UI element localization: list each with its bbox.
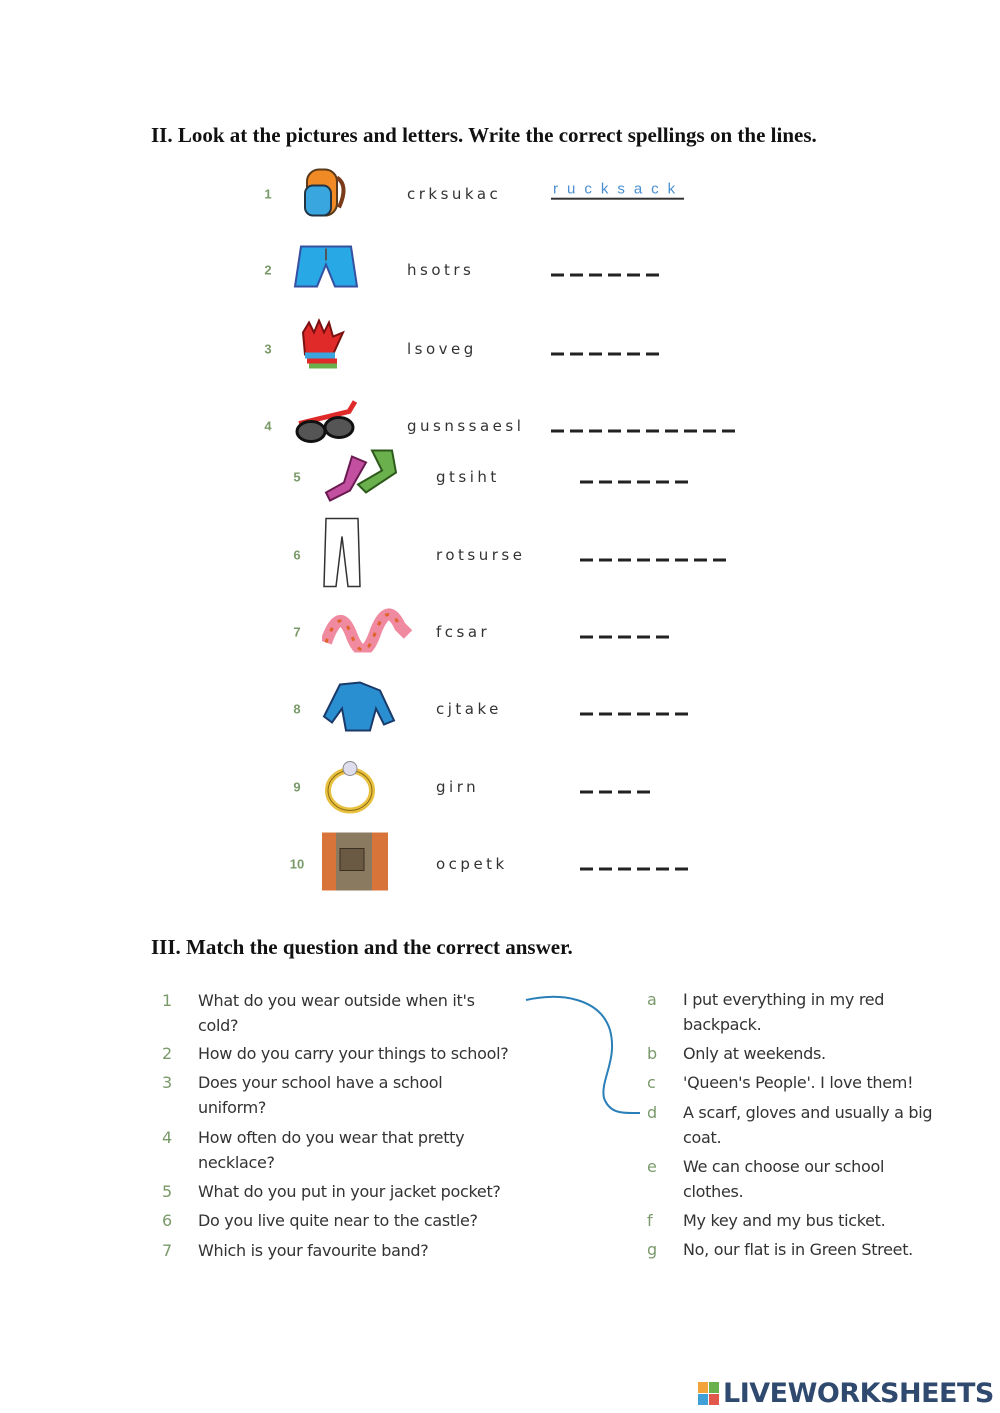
- question-text: How do you carry your things to school?: [198, 1044, 509, 1063]
- answer-text-cont: clothes.: [683, 1182, 744, 1201]
- question-number: 6: [162, 1211, 173, 1230]
- item-number: 5: [293, 469, 301, 485]
- question-number: 7: [162, 1241, 173, 1260]
- question-text-cont: uniform?: [198, 1098, 267, 1117]
- question-text-cont: necklace?: [198, 1153, 275, 1172]
- answer-text-cont: coat.: [683, 1128, 722, 1147]
- answer-text: 'Queen's People'. I love them!: [683, 1073, 914, 1092]
- answer-letter: a: [647, 990, 657, 1009]
- scrambled-letters: fcsar: [436, 623, 491, 641]
- scrambled-letters: cjtake: [436, 700, 502, 718]
- scrambled-letters: gtsiht: [436, 468, 500, 486]
- item-number: 7: [293, 624, 301, 640]
- answer-text: A scarf, gloves and usually a big: [683, 1103, 933, 1122]
- answer-letter: c: [647, 1073, 656, 1092]
- scrambled-letters: rotsurse: [436, 546, 526, 564]
- question-text: What do you wear outside when it's: [198, 991, 475, 1010]
- answer-letter: e: [647, 1157, 657, 1176]
- answer-text: My key and my bus ticket.: [683, 1211, 886, 1230]
- item-number: 3: [264, 341, 272, 357]
- section-3-heading: III. Match the question and the correct answer.: [151, 935, 573, 959]
- item-number: 8: [293, 701, 301, 717]
- scrambled-letters: ocpetk: [436, 855, 508, 873]
- item-number: 6: [293, 547, 301, 563]
- logo-icon: [698, 1382, 720, 1406]
- answer-text-cont: backpack.: [683, 1015, 762, 1034]
- liveworksheets-logo: LIVEWORKSHEETS: [698, 1378, 994, 1409]
- answer-letter: b: [647, 1044, 658, 1063]
- item-number: 2: [264, 262, 272, 278]
- answer-letter: d: [647, 1103, 658, 1122]
- question-number: 4: [162, 1128, 173, 1147]
- item-number: 1: [264, 186, 272, 202]
- item-number: 10: [289, 856, 305, 872]
- section-2-heading: II. Look at the pictures and letters. Write the correct spellings on the lines.: [151, 123, 817, 147]
- scrambled-letters: lsoveg: [407, 340, 477, 358]
- question-number: 1: [162, 991, 173, 1010]
- answer-letter: g: [647, 1240, 658, 1259]
- answer-field[interactable]: rucksack: [553, 180, 685, 198]
- question-text: Do you live quite near to the castle?: [198, 1211, 478, 1230]
- question-number: 3: [162, 1073, 173, 1092]
- question-text-cont: cold?: [198, 1016, 239, 1035]
- scrambled-letters: crksukac: [407, 185, 502, 203]
- question-text: What do you put in your jacket pocket?: [198, 1182, 501, 1201]
- question-text: Which is your favourite band?: [198, 1241, 429, 1260]
- scrambled-letters: girn: [436, 778, 480, 796]
- scrambled-letters: gusnssaesl: [407, 417, 525, 435]
- item-number: 9: [293, 779, 301, 795]
- answer-letter: f: [647, 1211, 653, 1230]
- answer-text: We can choose our school: [683, 1157, 885, 1176]
- scrambled-letters: hsotrs: [407, 261, 475, 279]
- question-number: 5: [162, 1182, 173, 1201]
- answer-text: Only at weekends.: [683, 1044, 826, 1063]
- answer-text: I put everything in my red: [683, 990, 885, 1009]
- item-number: 4: [264, 418, 272, 434]
- question-number: 2: [162, 1044, 173, 1063]
- answer-text: No, our flat is in Green Street.: [683, 1240, 913, 1259]
- question-text: Does your school have a school: [198, 1073, 443, 1092]
- question-text: How often do you wear that pretty: [198, 1128, 465, 1147]
